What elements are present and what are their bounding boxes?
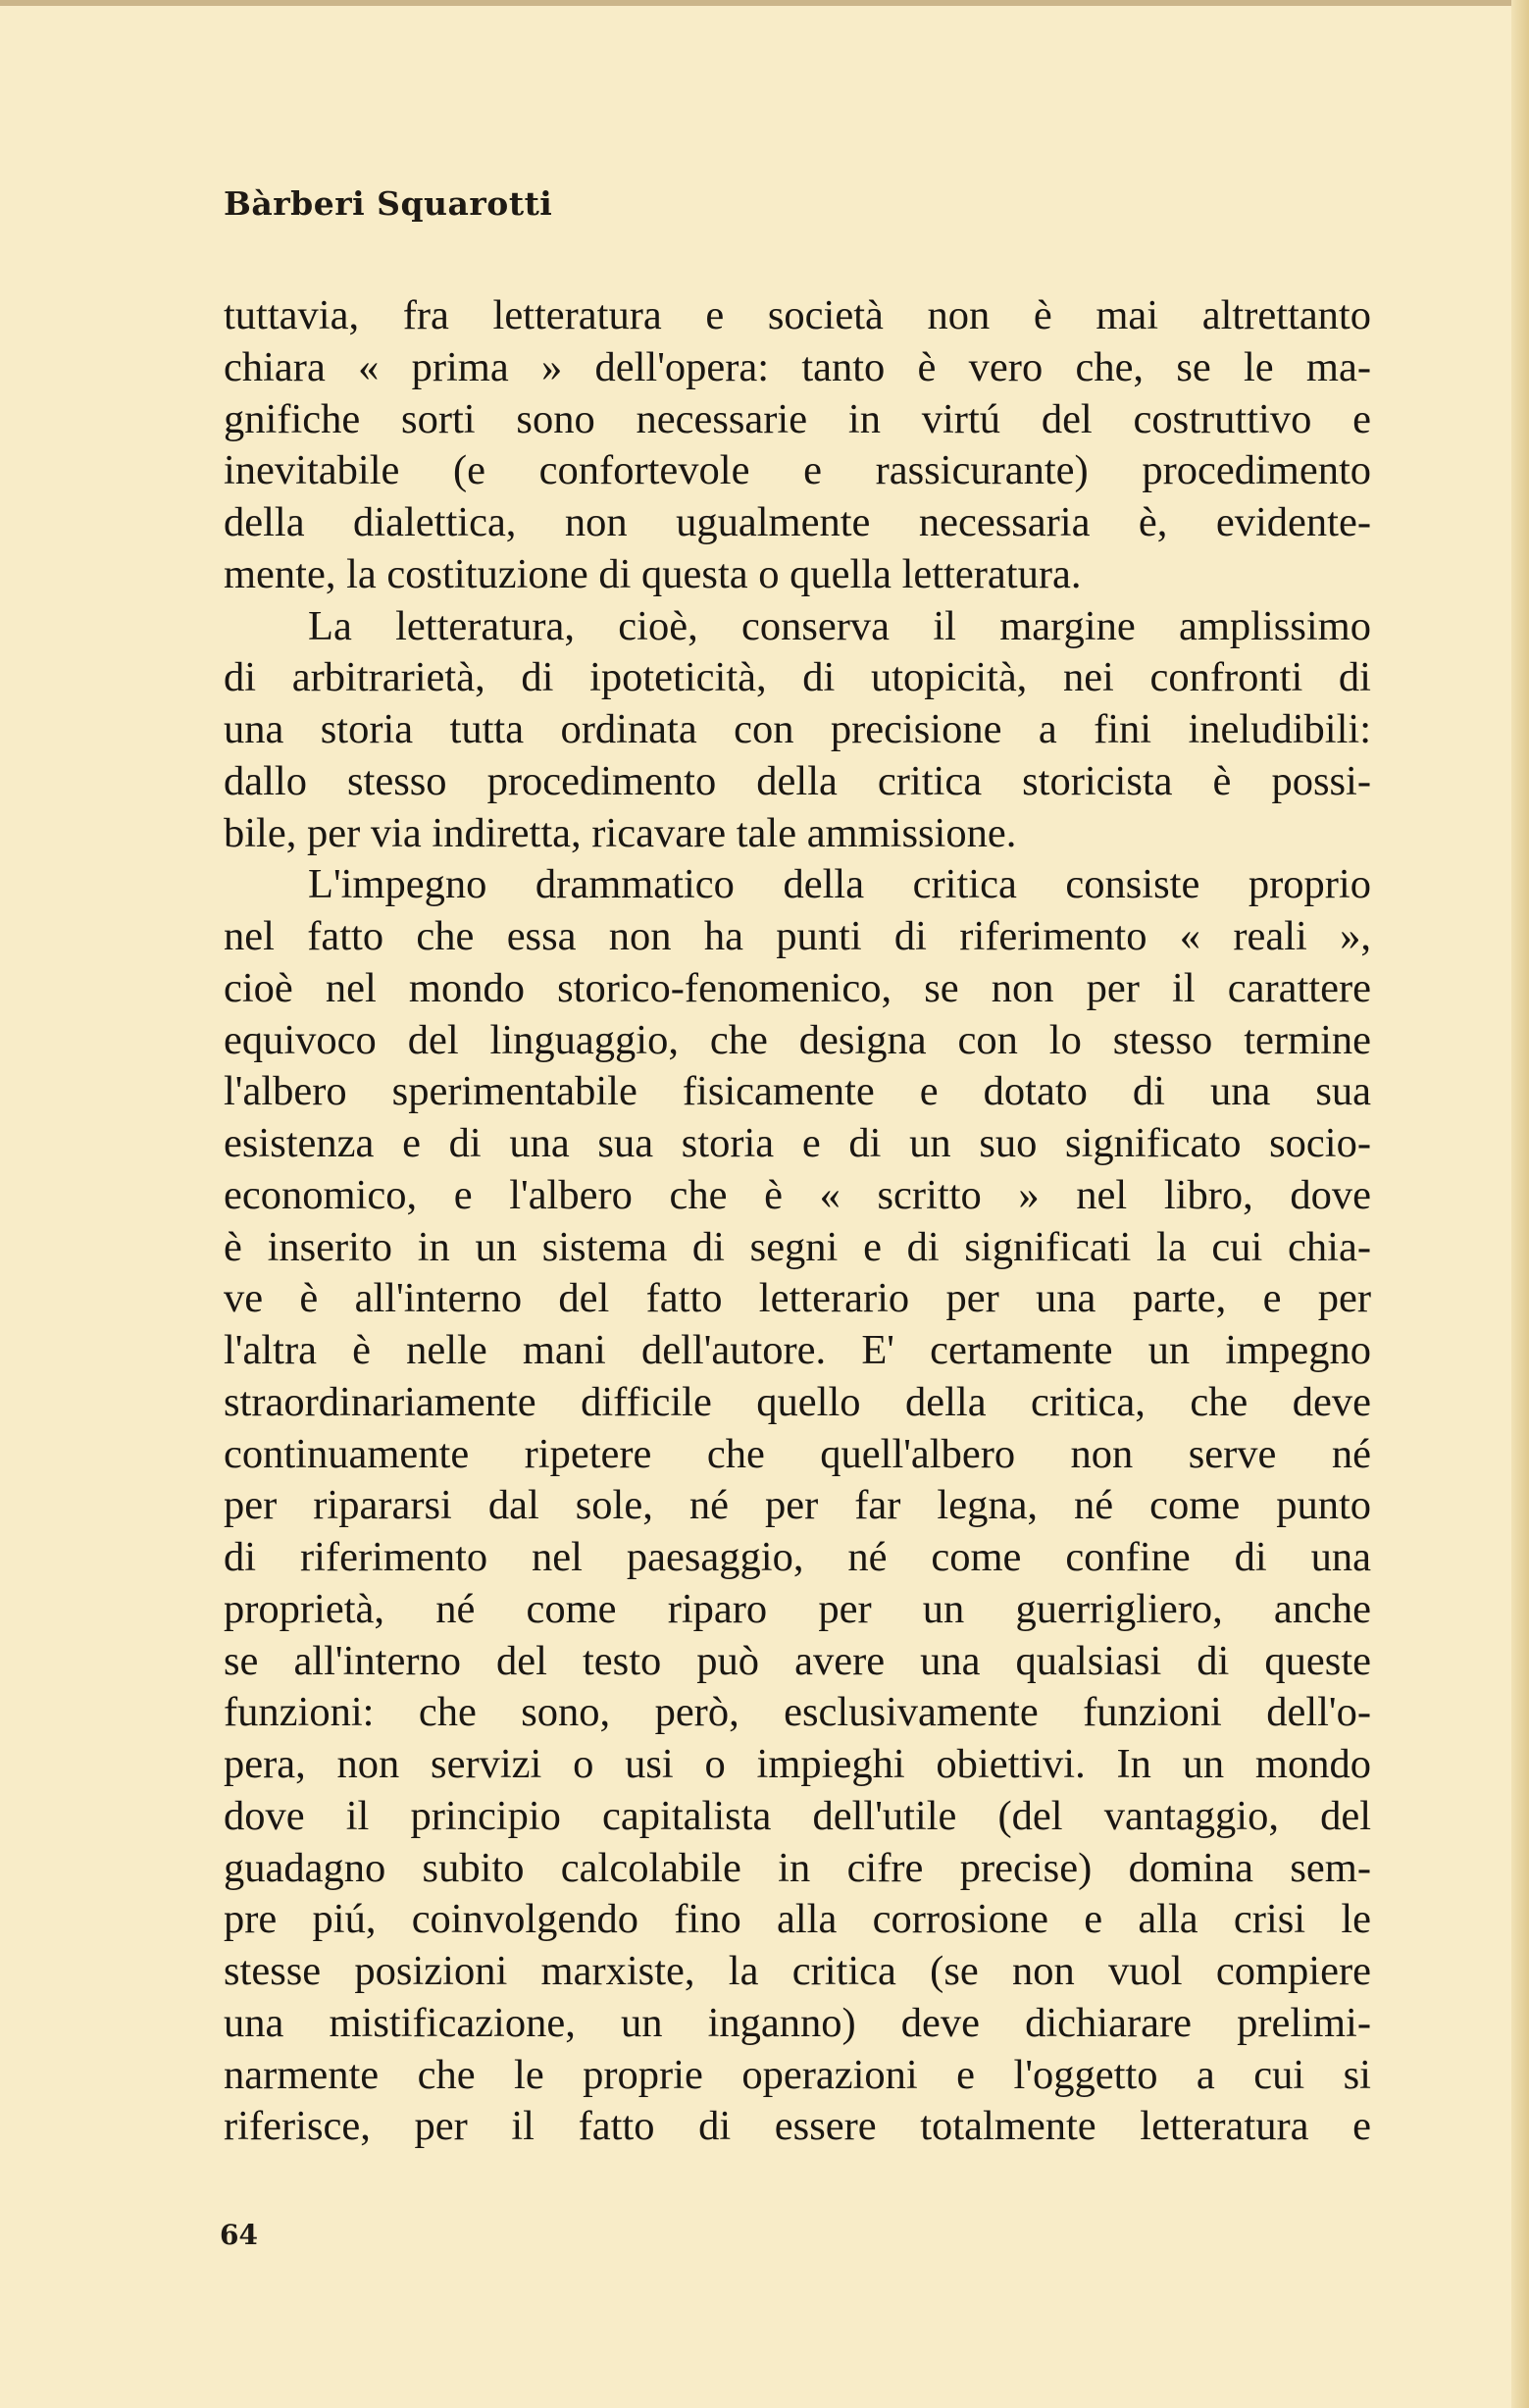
text-line: ve è all'interno del fatto letterario per una parte, e per <box>224 1275 1371 1322</box>
text-line: guadagno subito calcolabile in cifre precise) domina sem- <box>224 1844 1371 1891</box>
text-line: economico, e l'albero che è « scritto » nel libro, dove <box>224 1171 1371 1218</box>
text-line: pre piú, coinvolgendo fino alla corrosione e alla crisi le <box>224 1896 1371 1943</box>
text-line: esistenza e di una sua storia e di un suo significato socio- <box>224 1120 1371 1166</box>
page-number: 64 <box>220 2219 258 2251</box>
text-line: mente, la costituzione di questa o quella letteratura. <box>224 550 1082 597</box>
text-line: tuttavia, fra letteratura e società non è mai altrettanto <box>224 292 1371 338</box>
text-line: narmente che le proprie operazioni e l'oggetto a cui si <box>224 2051 1371 2098</box>
text-line: di riferimento nel paesaggio, né come confine di una <box>224 1534 1371 1580</box>
page-top-edge <box>0 0 1529 6</box>
text-line: stesse posizioni marxiste, la critica (se non vuol compiere <box>224 1948 1371 1994</box>
text-line: funzioni: che sono, però, esclusivamente funzioni dell'o- <box>224 1689 1371 1736</box>
text-line: continuamente ripetere che quell'albero non serve né <box>224 1430 1371 1477</box>
running-head: Bàrberi Squarotti <box>224 184 553 223</box>
text-line: La letteratura, cioè, conserva il margine amplissimo <box>308 602 1371 649</box>
text-line: pera, non servizi o usi o impieghi obiettivi. In un mondo <box>224 1741 1371 1787</box>
text-line: straordinariamente difficile quello della critica, che deve <box>224 1378 1371 1425</box>
text-line: nel fatto che essa non ha punti di riferimento « reali », <box>224 913 1371 959</box>
text-line: l'altra è nelle mani dell'autore. E' certamente un impegno <box>224 1327 1371 1373</box>
text-line: bile, per via indiretta, ricavare tale ammissione. <box>224 809 1017 856</box>
text-line: chiara « prima » dell'opera: tanto è vero che, se le ma- <box>224 343 1371 390</box>
text-line: l'albero sperimentabile fisicamente e dotato di una sua <box>224 1068 1371 1115</box>
body-text <box>224 290 1371 2153</box>
text-line: equivoco del linguaggio, che designa con lo stesso termine <box>224 1016 1371 1063</box>
text-line: cioè nel mondo storico-fenomenico, se non per il carattere <box>224 964 1371 1011</box>
text-line: è inserito in un sistema di segni e di significati la cui chia- <box>224 1223 1371 1270</box>
text-line: di arbitrarietà, di ipoteticità, di utopicità, nei confronti di <box>224 654 1371 701</box>
page-right-edge <box>1511 0 1529 2408</box>
text-line: gnifiche sorti sono necessarie in virtú del costruttivo e <box>224 395 1371 442</box>
text-line: una mistificazione, un inganno) deve dichiarare prelimi- <box>224 1999 1371 2046</box>
text-line: inevitabile (e confortevole e rassicurante) procedimento <box>224 447 1371 494</box>
text-line: dallo stesso procedimento della critica storicista è possi- <box>224 757 1371 804</box>
text-line: della dialettica, non ugualmente necessaria è, evidente- <box>224 499 1371 545</box>
text-line: se all'interno del testo può avere una qualsiasi di queste <box>224 1637 1371 1684</box>
text-line: dove il principio capitalista dell'utile (del vantaggio, del <box>224 1792 1371 1839</box>
text-line: riferisce, per il fatto di essere totalmente letteratura e <box>224 2103 1371 2150</box>
text-line: per ripararsi dal sole, né per far legna, né come punto <box>224 1482 1371 1529</box>
text-line: proprietà, né come riparo per un guerrigliero, anche <box>224 1585 1371 1632</box>
text-line: una storia tutta ordinata con precisione a fini ineludibili: <box>224 706 1371 752</box>
text-line: L'impegno drammatico della critica consiste proprio <box>308 861 1371 908</box>
